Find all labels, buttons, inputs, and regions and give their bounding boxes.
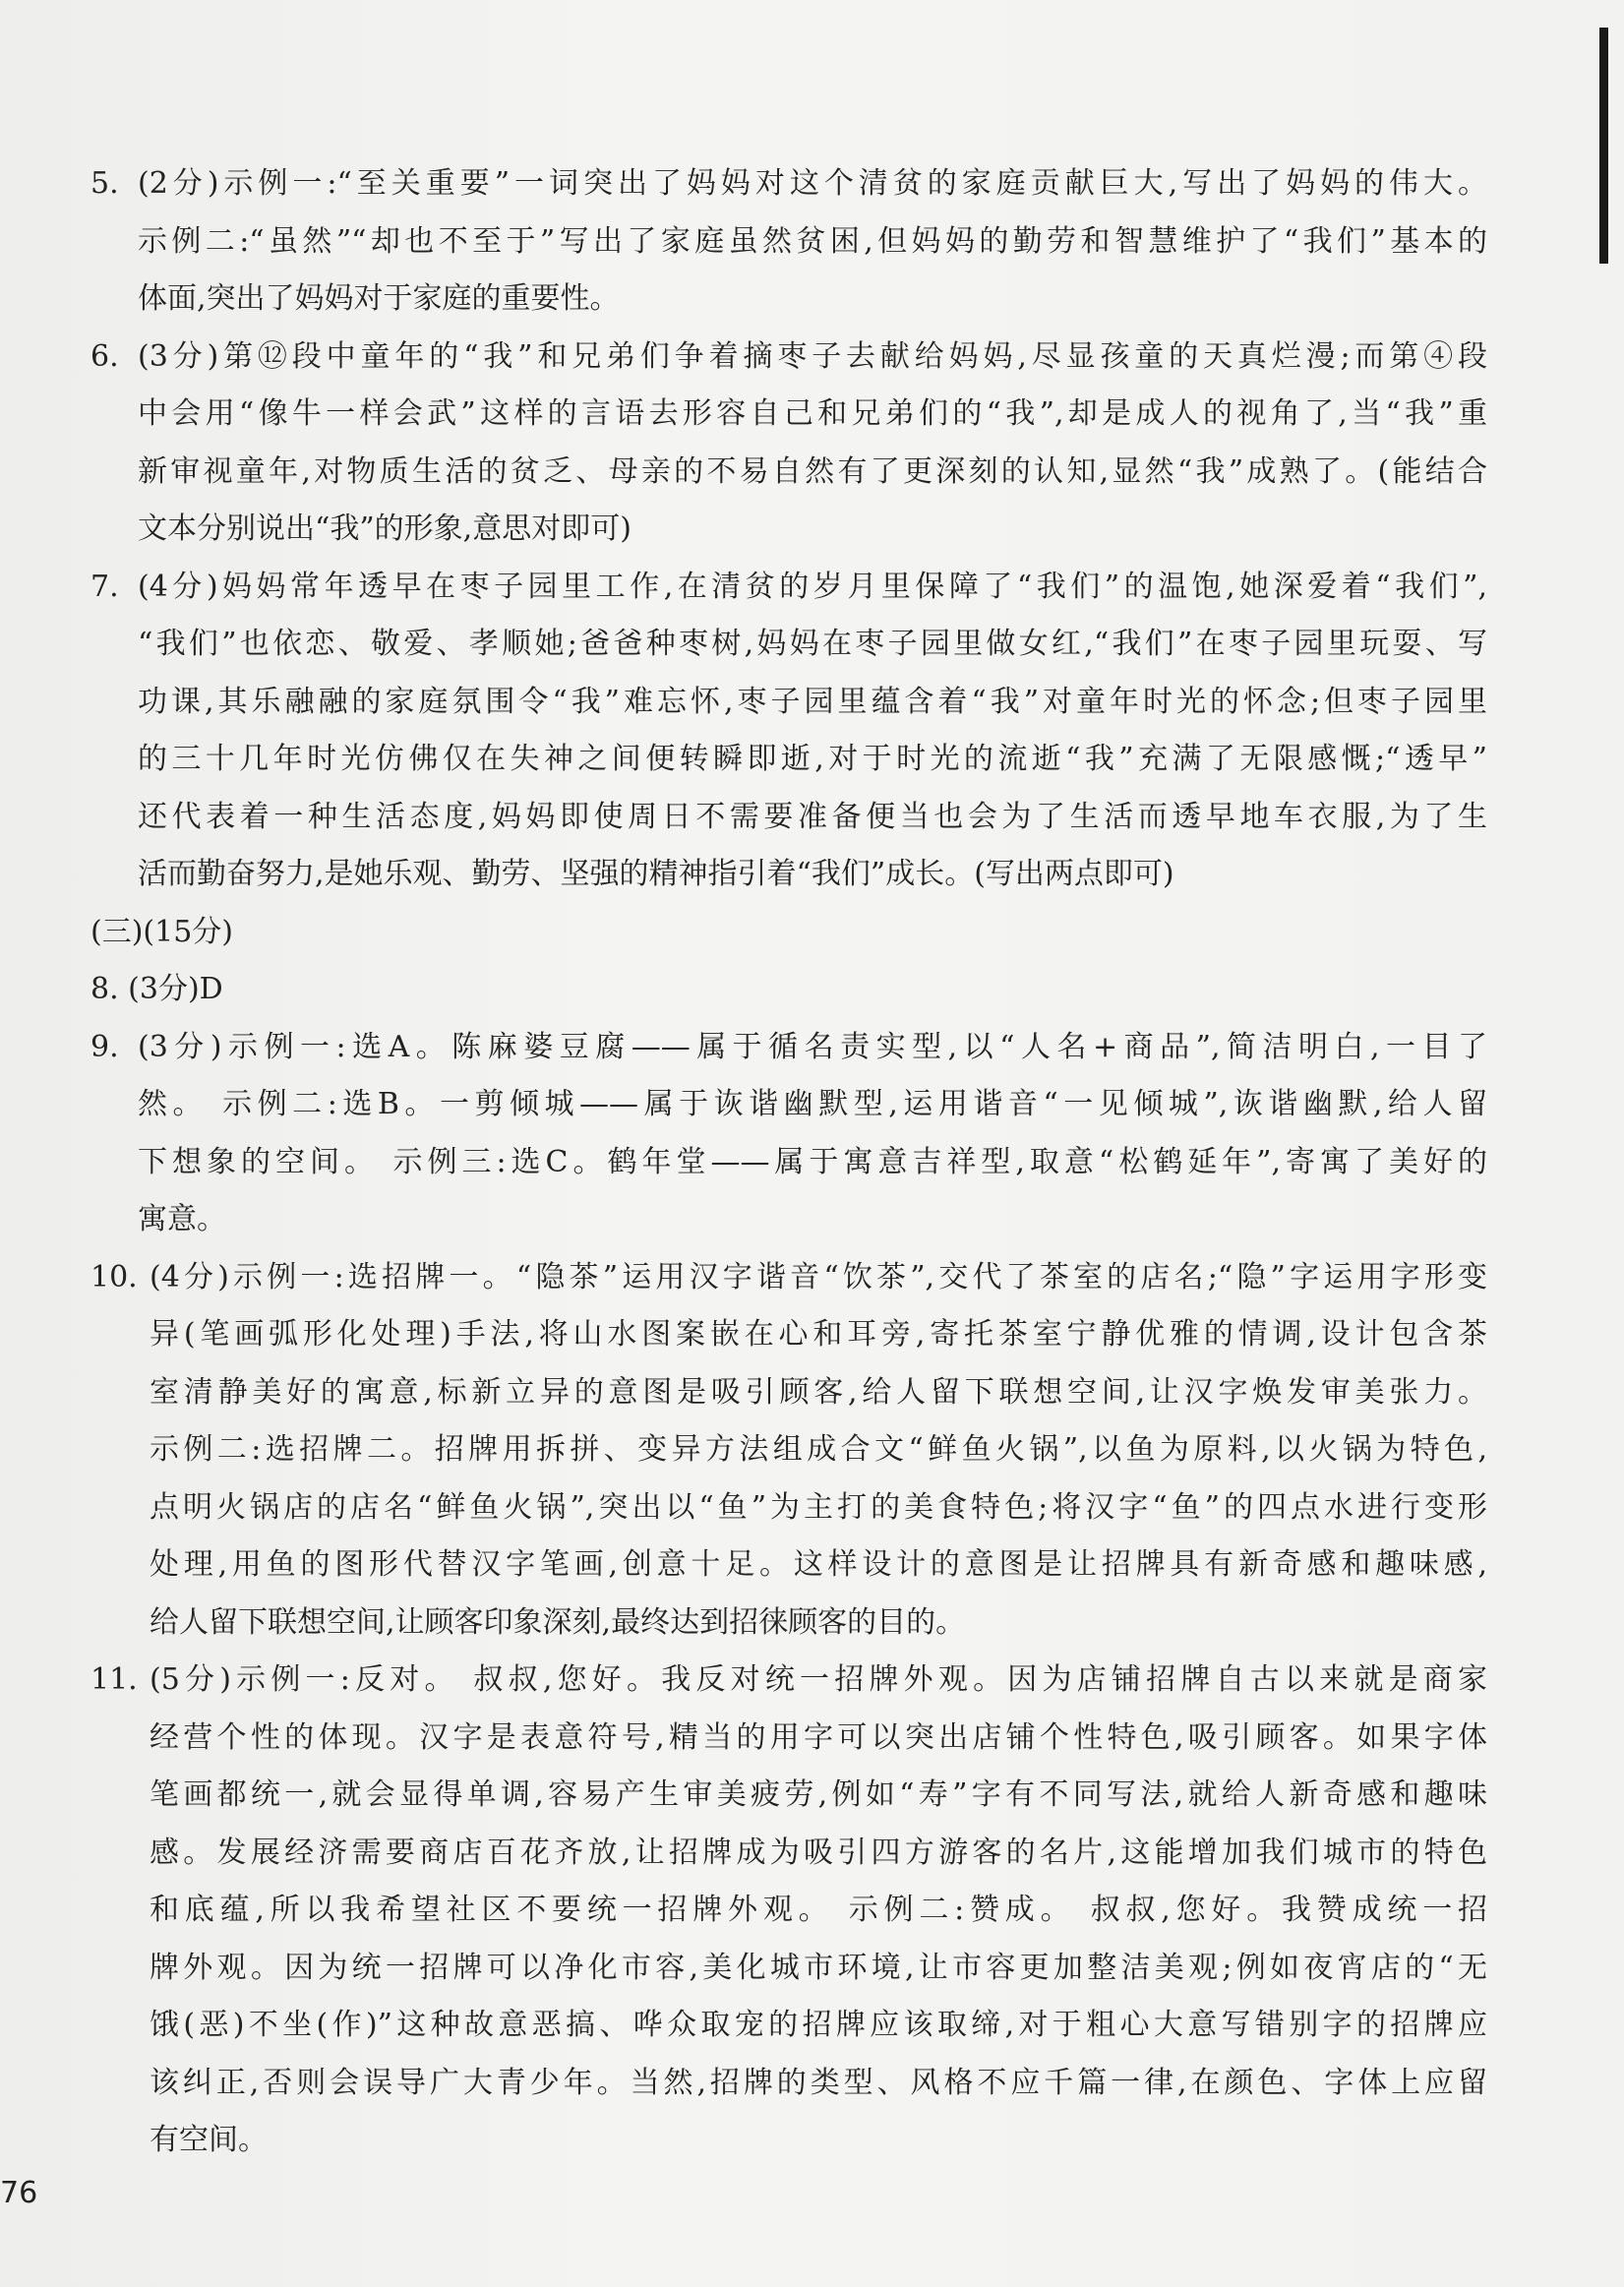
answer-item-8: 8. (3分)D	[90, 972, 223, 1006]
item-number: 6.	[90, 338, 119, 374]
text-line: 异(笔画弧形化处理)手法,将山水图案嵌在心和耳旁,寄托茶室宁静优雅的情调,设计包含茶	[150, 1317, 1487, 1352]
text-line: 活而勤奋努力,是她乐观、勤劳、坚强的精神指引着“我们”成长。(写出两点即可)	[138, 857, 1174, 891]
page-number: 76	[0, 2176, 38, 2210]
text-line: 新审视童年,对物质生活的贫乏、母亲的不易自然有了更深刻的认知,显然“我”成熟了。(能结合	[138, 453, 1487, 489]
item-number: 10.	[90, 1259, 138, 1294]
text-line: 有空间。	[150, 2123, 268, 2157]
text-line: (2分)示例一:“至关重要”一词突出了妈妈对这个清贫的家庭贡献巨大,写出了妈妈的伟大。	[138, 166, 1487, 201]
answer-item-7	[90, 559, 1487, 904]
text-line: (3分)示例一:选A。陈麻婆豆腐——属于循名责实型,以“人名+商品”,简洁明白,一目了	[138, 1029, 1487, 1064]
answer-content	[90, 155, 1487, 2170]
answer-item-5	[90, 155, 1487, 329]
answer-item-9	[90, 1019, 1487, 1249]
text-line: 示例二:选招牌二。招牌用拆拼、变异方法组成合文“鲜鱼火锅”,以鱼为原料,以火锅为特色,	[150, 1432, 1487, 1467]
text-line: 点明火锅店的店名“鲜鱼火锅”,突出以“鱼”为主打的美食特色;将汉字“鱼”的四点水进行变形	[150, 1489, 1487, 1525]
text-line: (4分)示例一:选招牌一。“隐茶”运用汉字谐音“饮茶”,交代了茶室的店名;“隐”字运用字形变	[150, 1259, 1487, 1294]
answer-item-6	[90, 329, 1487, 559]
text-line: 和底蕴,所以我希望社区不要统一招牌外观。 示例二:赞成。 叔叔,您好。我赞成统一招	[150, 1893, 1487, 1927]
text-line: 处理,用鱼的图形代替汉字笔画,创意十足。这样设计的意图是让招牌具有新奇感和趣味感,	[150, 1547, 1487, 1582]
text-line: 感。发展经济需要商店百花齐放,让招牌成为吸引四方游客的名片,这能增加我们城市的特色	[150, 1835, 1487, 1870]
text-line: 示例二:“虽然”“却也不至于”写出了家庭虽然贫困,但妈妈的勤劳和智慧维护了“我们”基本的	[138, 223, 1487, 259]
text-line: (4分)妈妈常年透早在枣子园里工作,在清贫的岁月里保障了“我们”的温饱,她深爱着“我们”,	[138, 569, 1487, 604]
text-line: 功课,其乐融融的家庭氛围令“我”难忘怀,枣子园里蕴含着“我”对童年时光的怀念;但枣子园里	[138, 684, 1487, 719]
text-line: (5分)示例一:反对。 叔叔,您好。我反对统一招牌外观。因为店铺招牌自古以来就是商家	[150, 1662, 1487, 1697]
text-line: 下想象的空间。 示例三:选C。鹤年堂——属于寓意吉祥型,取意“松鹤延年”,寄寓了美好的	[138, 1144, 1487, 1179]
page-edge-mark	[1599, 28, 1608, 264]
text-line: 体面,突出了妈妈对于家庭的重要性。	[138, 281, 620, 316]
text-line: 还代表着一种生活态度,妈妈即使周日不需要准备便当也会为了生活而透早地车衣服,为了生	[138, 799, 1487, 834]
text-line: 文本分别说出“我”的形象,意思对即可)	[138, 512, 632, 546]
answer-item-10	[90, 1249, 1487, 1653]
text-line: 笔画都统一,就会显得单调,容易产生审美疲劳,例如“寿”字有不同写法,就给人新奇感和趣味	[150, 1777, 1487, 1812]
text-line: 经营个性的体现。汉字是表意符号,精当的用字可以突出店铺个性特色,吸引顾客。如果字体	[150, 1719, 1487, 1755]
text-line: 的三十几年时光仿佛仅在失神之间便转瞬即逝,对于时光的流逝“我”充满了无限感慨;“透早”	[138, 742, 1487, 776]
item-number: 11.	[90, 1662, 138, 1697]
text-line: 室清静美好的寓意,标新立异的意图是吸引顾客,给人留下联想空间,让汉字焕发审美张力。	[150, 1374, 1487, 1410]
item-number: 7.	[90, 569, 119, 604]
text-line: 然。 示例二:选B。一剪倾城——属于诙谐幽默型,运用谐音“一见倾城”,诙谐幽默,给人留	[138, 1087, 1487, 1121]
text-line: 牌外观。因为统一招牌可以净化市容,美化城市环境,让市容更加整洁美观;例如夜宵店的“无	[150, 1950, 1487, 1985]
text-line: 饿(恶)不坐(作)”这种故意恶搞、哗众取宠的招牌应该取缔,对于粗心大意写错别字的招牌应	[150, 2008, 1487, 2042]
item-number: 9.	[90, 1029, 119, 1064]
answer-item-11	[90, 1652, 1487, 2170]
text-line: “我们”也依恋、敬爱、孝顺她;爸爸种枣树,妈妈在枣子园里做女红,“我们”在枣子园里玩耍、写	[138, 627, 1487, 661]
text-line: 该纠正,否则会误导广大青少年。当然,招牌的类型、风格不应千篇一律,在颜色、字体上应留	[150, 2065, 1487, 2100]
text-line: 寓意。	[138, 1202, 226, 1236]
text-line: 给人留下联想空间,让顾客印象深刻,最终达到招徕顾客的目的。	[150, 1604, 966, 1640]
text-line: 中会用“像牛一样会武”这样的言语去形容自己和兄弟们的“我”,却是成人的视角了,当“我”重	[138, 396, 1487, 431]
item-number: 5.	[90, 166, 119, 201]
section-heading: (三)(15分)	[90, 914, 233, 949]
text-line: (3分)第⑫段中童年的“我”和兄弟们争着摘枣子去献给妈妈,尽显孩童的天真烂漫;而第④段	[138, 338, 1487, 374]
